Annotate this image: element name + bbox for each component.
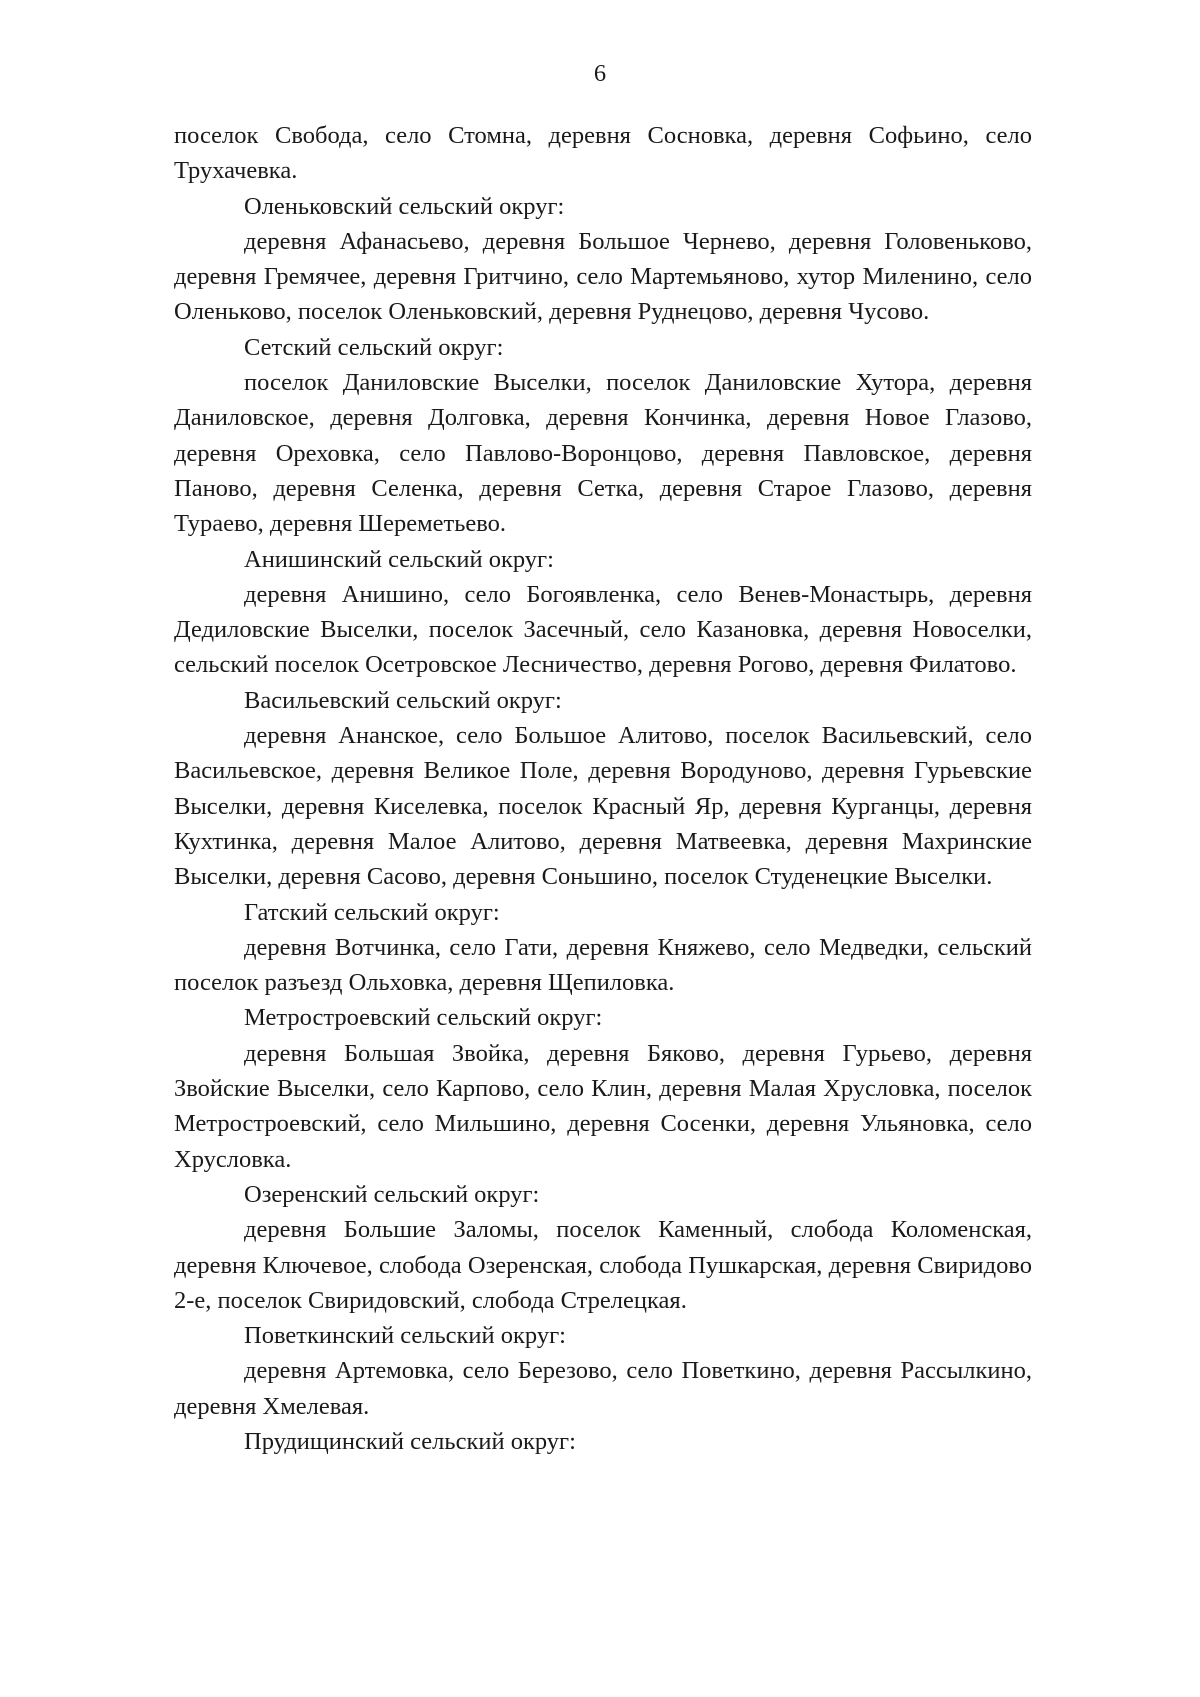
document-body	[174, 118, 1032, 1459]
settlement-list-anishinsky: деревня Анишино, село Богоявленка, село Венев-Монастырь, деревня Дедиловские Выселки, поселок Засечный, село Казановка, деревня Новоселки, сельский поселок Осетровское Лесничество, деревня Рогово, деревня Филатово.	[174, 580, 1032, 679]
settlement-list-continuation: поселок Свобода, село Стомна, деревня Сосновка, деревня Софьино, село Трухачевка.	[174, 122, 1032, 185]
district-heading-vasilyevsky: Васильевский сельский округ:	[244, 686, 562, 714]
settlement-list-olenkovsky: деревня Афанасьево, деревня Большое Чернево, деревня Головеньково, деревня Гремячее, деревня Гритчино, село Мартемьяново, хутор Миленино, село Оленьково, поселок Оленьковский, деревня Руднецово, деревня Чусово.	[174, 227, 1032, 326]
district-heading-olenkovsky: Оленьковский сельский округ:	[244, 192, 565, 220]
settlement-list-gatsky: деревня Вотчинка, село Гати, деревня Княжево, село Медведки, сельский поселок разъезд Ольховка, деревня Щепиловка.	[174, 933, 1032, 997]
district-heading-metrostroevsky: Метростроевский сельский округ:	[244, 1004, 603, 1032]
district-heading-ozerensky: Озеренский сельский округ:	[244, 1180, 540, 1208]
district-heading-setsky: Сетский сельский округ:	[244, 333, 504, 361]
page-number: 6	[593, 60, 607, 87]
district-heading-gatsky: Гатский сельский округ:	[244, 898, 500, 926]
district-heading-prudishchinsky: Прудищинский сельский округ:	[244, 1427, 576, 1455]
settlement-list-metrostroevsky: деревня Большая Звойка, деревня Бяково, деревня Гурьево, деревня Звойские Выселки, село Карпово, село Клин, деревня Малая Хрусловка, поселок Метростроевский, село Мильшино, деревня Сосенки, деревня Ульяновка, село Хрусловка.	[174, 1039, 1032, 1173]
settlement-list-povetkinsky: деревня Артемовка, село Березово, село Поветкино, деревня Рассылкино, деревня Хмелевая.	[174, 1357, 1032, 1420]
settlement-list-setsky: поселок Даниловские Выселки, поселок Даниловские Хутора, деревня Даниловское, деревня Долговка, деревня Кончинка, деревня Новое Глазово, деревня Ореховка, село Павлово-Воронцово, деревня Павловское, деревня Паново, деревня Селенка, деревня Сетка, деревня Старое Глазово, деревня Тураево, деревня Шереметьево.	[174, 369, 1032, 538]
settlement-list-vasilyevsky: деревня Ананское, село Большое Алитово, поселок Васильевский, село Васильевское, деревня Великое Поле, деревня Вородуново, деревня Гурьевские Выселки, деревня Киселевка, поселок Красный Яр, деревня Курганцы, деревня Кухтинка, деревня Малое Алитово, деревня Матвеевка, деревня Махринские Выселки, деревня Сасово, деревня Соньшино, поселок Студенецкие Выселки.	[174, 722, 1032, 891]
settlement-list-ozerensky: деревня Большие Заломы, поселок Каменный, слобода Коломенская, деревня Ключевое, слобода Озеренская, слобода Пушкарская, деревня Свиридово 2-е, поселок Свиридовский, слобода Стрелецкая.	[174, 1216, 1032, 1314]
district-heading-anishinsky: Анишинский сельский округ:	[244, 545, 554, 573]
district-heading-povetkinsky: Поветкинский сельский округ:	[244, 1322, 566, 1350]
